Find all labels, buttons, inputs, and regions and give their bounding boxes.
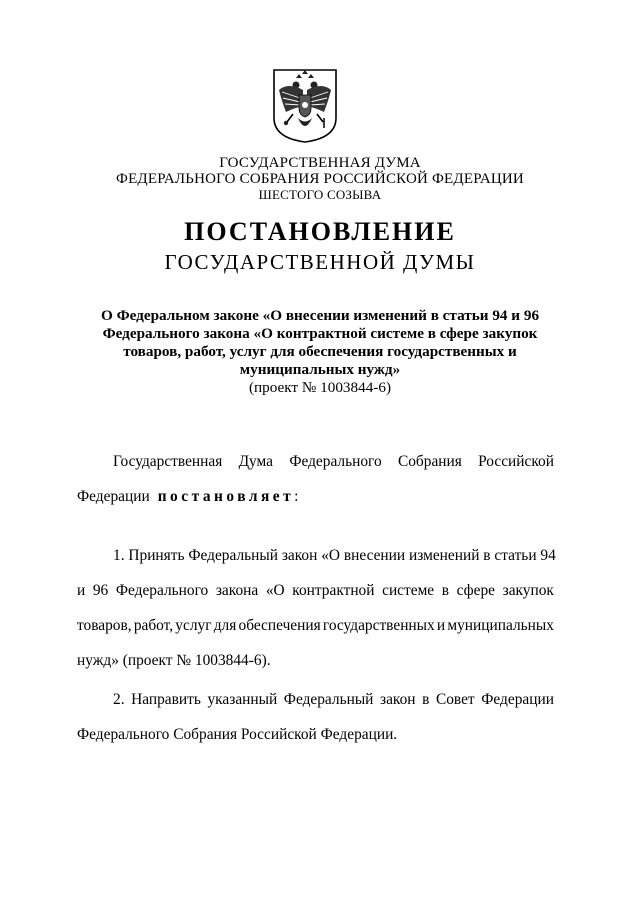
word: указанный (207, 691, 278, 708)
item-2-paragraph (77, 690, 554, 760)
item-1-text: 1. Принять Федеральный закон «О внесении изменений в статьи 94 (113, 547, 556, 564)
item-1-line-1 (77, 546, 554, 581)
word: государственных (322, 617, 435, 634)
word: Федерации (481, 691, 554, 708)
coat-of-arms-emblem (272, 68, 338, 144)
preamble-word: Государственная (113, 453, 223, 470)
word: Совет (435, 691, 475, 708)
preamble-line-2 (77, 487, 554, 522)
item-1-paragraph (77, 546, 554, 686)
word: и (436, 617, 446, 634)
subject-line-2: Федерального закона «О контрактной системе в сфере закупок (102, 325, 538, 342)
preamble-word: Дума (238, 453, 274, 470)
word: и (77, 582, 86, 599)
word: услуг (175, 617, 212, 634)
word: 96 (92, 582, 109, 599)
preamble-word: Федерации (77, 488, 150, 505)
preamble-word: Собрания (397, 453, 462, 470)
org-line-2: ФЕДЕРАЛЬНОГО СОБРАНИЯ РОССИЙСКОЙ ФЕДЕРАЦИИ (116, 171, 524, 187)
subject-line-1: О Федеральном законе «О внесении изменений в статьи 94 и 96 (100, 307, 540, 324)
word: Федеральный (283, 691, 374, 708)
resolves-word: постановляет (157, 488, 295, 505)
double-headed-eagle-icon (272, 68, 338, 144)
item-2-last-line: Федерального Собрания Российской Федерации. (77, 726, 398, 743)
word: контрактной (292, 582, 375, 599)
document-title: ПОСТАНОВЛЕНИЕ (184, 217, 456, 246)
word: закупок (502, 582, 554, 599)
word: сфере (456, 582, 495, 599)
word: Федерального (115, 582, 209, 599)
word: муниципальных (447, 617, 554, 634)
word: закон (379, 691, 416, 708)
word: закона (215, 582, 259, 599)
preamble-paragraph (77, 452, 554, 522)
word: системе (382, 582, 435, 599)
word: для (213, 617, 237, 634)
preamble-line-1 (77, 452, 554, 487)
subject-line-4: муниципальных нужд» (239, 361, 401, 378)
document-subtitle: ГОСУДАРСТВЕННОЙ ДУМЫ (164, 250, 476, 274)
document-subject (0, 307, 640, 397)
colon: : (294, 488, 299, 505)
preamble-word: Федерального (289, 453, 382, 470)
word: «О (265, 582, 285, 599)
item-1-line-3 (77, 616, 554, 651)
subject-line-3: товаров, работ, услуг для обеспечения государственных и (123, 343, 517, 360)
word: в (422, 691, 430, 708)
preamble-word: Российской (478, 453, 554, 470)
item-1-line-2 (77, 581, 554, 616)
item-2-line-2 (77, 725, 554, 760)
word: работ, (133, 617, 174, 634)
word: 2. (113, 691, 125, 708)
word: Направить (131, 691, 201, 708)
word: обеспечения (238, 617, 321, 634)
item-1-line-4 (77, 651, 554, 686)
project-number: (проект № 1003844-6) (248, 379, 392, 396)
word: в (441, 582, 450, 599)
issuing-body-header (0, 155, 640, 203)
org-line-1: ГОСУДАРСТВЕННАЯ ДУМА (219, 155, 421, 171)
item-1-last-line: нужд» (проект № 1003844-6). (77, 652, 271, 669)
word: товаров, (77, 617, 132, 634)
org-line-3: ШЕСТОГО СОЗЫВА (258, 187, 382, 202)
item-2-line-1 (77, 690, 554, 725)
